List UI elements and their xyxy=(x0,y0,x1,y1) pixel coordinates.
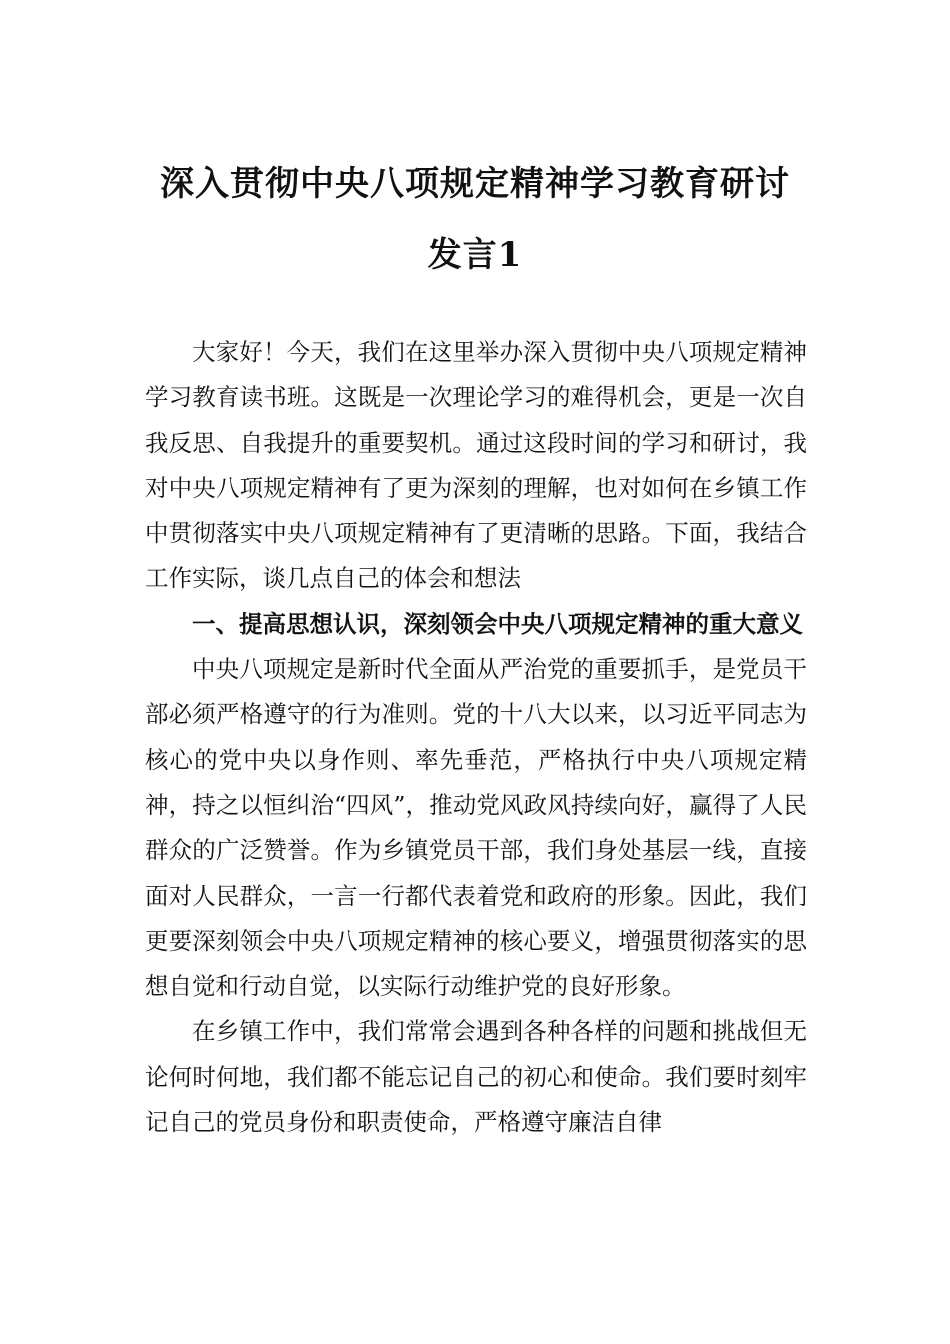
paragraph-intro: 大家好！今天，我们在这里举办深入贯彻中央八项规定精神学习教育读书班。这既是一次理论学习的难得机会，更是一次自我反思、自我提升的重要契机。通过这段时间的学习和研讨，我对中央八项规定精神有了更为深刻的理解，也对如何在乡镇工作中贯彻落实中央八项规定精神有了更清晰的思路。下面，我结合工作实际，谈几点自己的体会和想法 xyxy=(145,338,807,593)
section-heading-1: 一、提高思想认识，深刻领会中央八项规定精神的重大意义 xyxy=(192,609,803,638)
paragraph-section-1-continued: 在乡镇工作中，我们常常会遇到各种各样的问题和挑战但无论何时何地，我们都不能忘记自己的初心和使命。我们要时刻牢记自己的党员身份和职责使命，严格遵守廉洁自律 xyxy=(145,1017,807,1137)
paragraph-section-1: 中央八项规定是新时代全面从严治党的重要抓手，是党员干部必须严格遵守的行为准则。党的十八大以来，以习近平同志为核心的党中央以身作则、率先垂范，严格执行中央八项规定精神，持之以恒纠治“四风”，推动党风政风持续向好，赢得了人民群众的广泛赞誉。作为乡镇党员干部，我们身处基层一线，直接面对人民群众，一言一行都代表着党和政府的形象。因此，我们更要深刻领会中央八项规定精神的核心要义，增强贯彻落实的思想自觉和行动自觉，以实际行动维护党的良好形象。 xyxy=(145,655,807,1001)
document-title-line-2: 发言1 xyxy=(427,235,523,275)
document-title-line-1: 深入贯彻中央八项规定精神学习教育研讨 xyxy=(160,164,790,204)
document-body xyxy=(145,330,807,1145)
